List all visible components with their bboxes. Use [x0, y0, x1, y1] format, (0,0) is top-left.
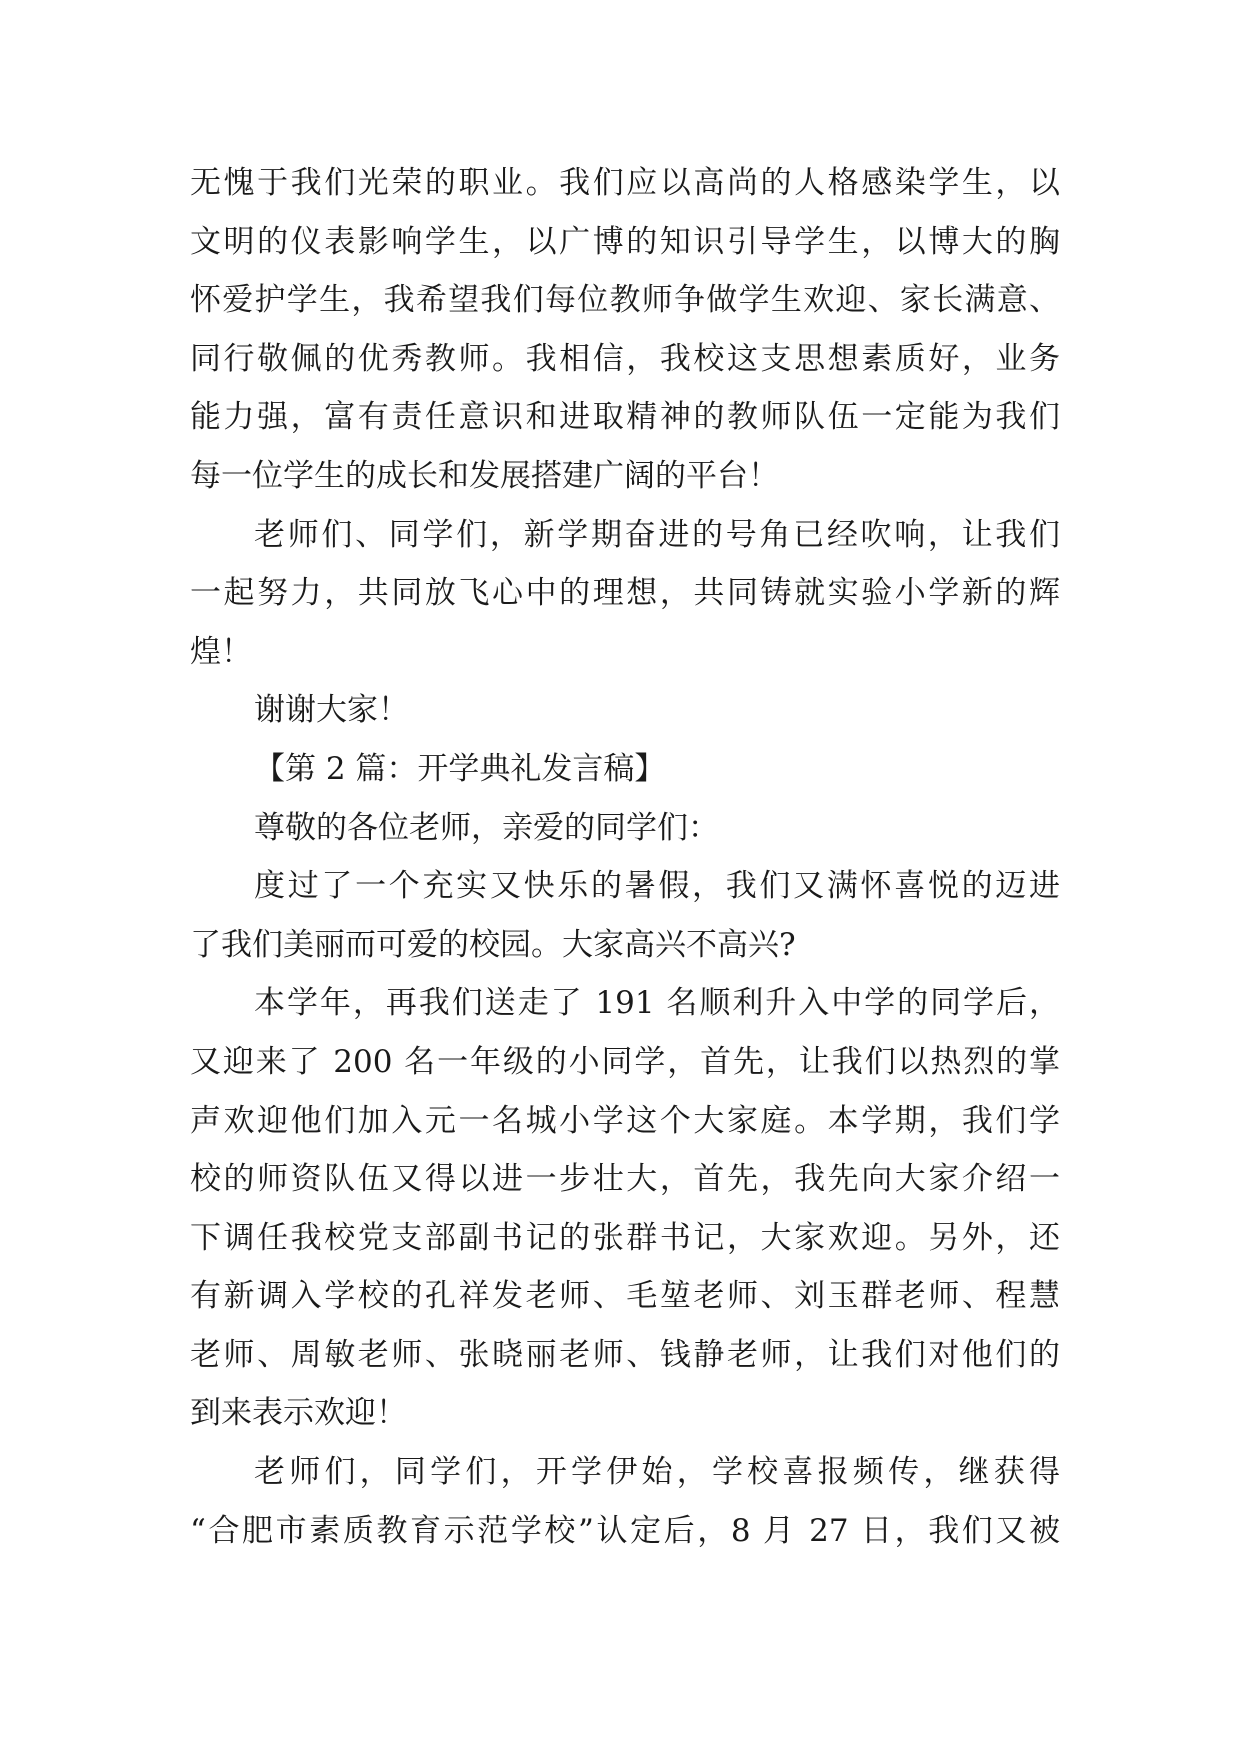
paragraph-line: 同行敬佩的优秀教师。我相信，我校这支思想素质好，业务 [190, 340, 1060, 377]
paragraph-line: 下调任我校党支部副书记的张群书记，大家欢迎。另外，还 [190, 1219, 1060, 1256]
paragraph-line: 文明的仪表影响学生，以广博的知识引导学生，以博大的胸 [190, 223, 1060, 260]
document-body [190, 154, 1060, 1560]
paragraph-line: 一起努力，共同放飞心中的理想，共同铸就实验小学新的辉 [190, 575, 1060, 612]
paragraph-line: 无愧于我们光荣的职业。我们应以高尚的人格感染学生，以 [190, 165, 1060, 201]
paragraph-line: “合肥市素质教育示范学校”认定后，8 月 27 日，我们又被 [190, 1512, 1060, 1549]
paragraph-line: 声欢迎他们加入元一名城小学这个大家庭。本学期，我们学 [190, 1102, 1060, 1139]
paragraph-line: 每一位学生的成长和发展搭建广阔的平台！ [190, 457, 779, 494]
section-heading: 【第 2 篇：开学典礼发言稿】 [254, 750, 666, 787]
paragraph-line: 本学年，再我们送走了 191 名顺利升入中学的同学后， [254, 985, 1060, 1022]
paragraph-line: 了我们美丽而可爱的校园。大家高兴不高兴? [190, 926, 796, 963]
paragraph-line: 能力强，富有责任意识和进取精神的教师队伍一定能为我们 [190, 399, 1060, 436]
paragraph-line: 煌！ [190, 633, 252, 670]
paragraph-line: 有新调入学校的孔祥发老师、毛堃老师、刘玉群老师、程慧 [190, 1278, 1060, 1315]
paragraph-line: 度过了一个充实又快乐的暑假，我们又满怀喜悦的迈进 [254, 868, 1060, 905]
paragraph-line: 老师、周敏老师、张晓丽老师、钱静老师，让我们对他们的 [190, 1336, 1060, 1373]
paragraph-line: 老师们，同学们，开学伊始，学校喜报频传，继获得 [254, 1454, 1060, 1491]
paragraph-line: 老师们、同学们，新学期奋进的号角已经吹响，让我们 [254, 516, 1060, 553]
paragraph-line: 怀爱护学生，我希望我们每位教师争做学生欢迎、家长满意、 [190, 282, 1060, 319]
paragraph-line: 又迎来了 200 名一年级的小同学，首先，让我们以热烈的掌 [190, 1043, 1060, 1080]
paragraph-line: 到来表示欢迎！ [190, 1395, 407, 1432]
paragraph-line: 校的师资队伍又得以进一步壮大，首先，我先向大家介绍一 [190, 1161, 1060, 1198]
salutation: 尊敬的各位老师，亲爱的同学们： [254, 809, 719, 846]
closing-line: 谢谢大家！ [254, 692, 409, 729]
